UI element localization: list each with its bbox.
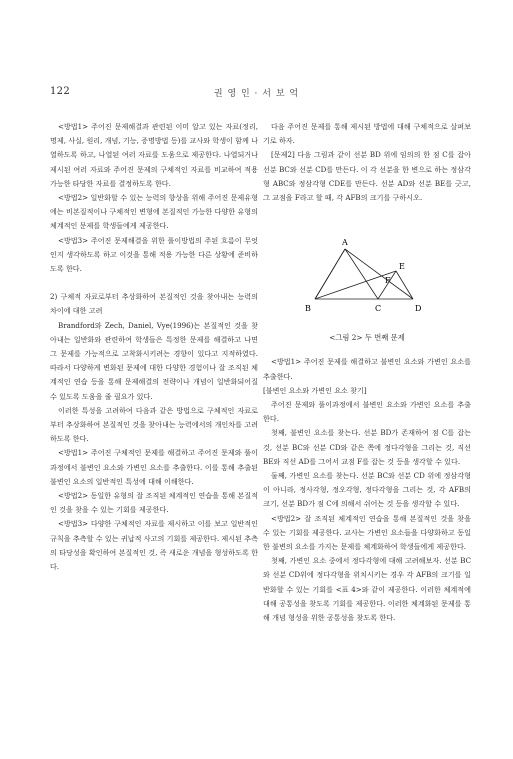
geometry-figure	[263, 213, 471, 325]
subheading: [불변인 요소와 가변인 요소 찾기]	[263, 385, 367, 395]
page-header	[0, 86, 513, 102]
segment-ed	[396, 271, 413, 299]
figure-2-diagram	[263, 213, 471, 325]
paragraph: Brandford와 Zech, Daniel, Vye(1996)는 본질적인 것을 찾아내는 일반화와 관련하여 학생들은 특정한 문제를 해결하고 나면 그 문제를 가능적으로 고착화시키려는 경향이 있다고 지적하였다. 따라서 다양하게 변화된 문제에 대한 다양한 경험이나 잘 조직된 체계적인 연습 등을 통해 문제해결의 전략이나 개념이 일반화되어질 수 있도록 도움을 줄 필요가 있다.	[50, 320, 258, 401]
segment-ad	[345, 249, 413, 299]
paragraph: <방법1> 주어진 문제해결과 관련된 이미 알고 있는 자료(정리, 명제, 사실, 원리, 개념, 기능, 증명방법 등)를 교사와 학생이 함께 나열하도록 하고, 나열된 여러 자료를 도움으로 제공한다. 나열되거나 제시된 여러 자료와 주어진 문제의 구체적인 자료를 비교하여 적용 가능한 타당한 자료를 결정하도록 한다.	[50, 122, 258, 188]
paragraph: 둘째, 가변인 요소를 찾는다. 선분 BC와 선분 CD 위에 정삼각형이 아니라, 정사각형, 정오각형, 정다각형을 그리는 것, 각 AFB의 크기, 선분 BD가 점 C에 의해서 쉬어는 것 등을 생각할 수 있다.	[263, 471, 471, 509]
left-column	[50, 120, 258, 574]
paragraph: 주어진 문제와 풀이과정에서 불변인 요소와 가변인 요소를 추출한다.	[263, 400, 471, 424]
paragraph: <방법2> 일반화할 수 있는 능력의 향상을 위해 주어진 문제유형에는 비본질적이나 구체적인 변형에 본질적인 가능한 다양한 유형의 체계적인 문제를 학생들에게 제공한다.	[50, 193, 258, 231]
label-f: F	[385, 276, 391, 286]
segment-be	[315, 271, 396, 299]
label-e: E	[399, 262, 405, 272]
segment-ac	[345, 249, 378, 299]
paragraph: 이러한 특성을 고려하여 다음과 같은 방법으로 구체적인 자료로부터 추상화하여 본질적인 것을 찾아내는 능력에서의 개인차를 고려하도록 한다.	[50, 405, 258, 444]
right-column	[263, 120, 471, 625]
label-b: B	[305, 304, 311, 314]
paragraph: <방법1> 주어진 구체적인 문제를 해결하고 주어진 문제와 풀이과정에서 불변인 요소와 가변인 요소를 추출한다. 이를 통해 추출된 불변인 요소의 일반적인 특성에 대해 이해한다.	[50, 448, 258, 486]
running-title: 권 영 인 · 서 보 억	[213, 89, 300, 99]
paragraph: <방법2> 잘 조직된 체계적인 연습을 통해 본질적인 것을 찾을 수 있는 기회를 제공한다. 교사는 가변인 요소들을 다양화하고 동일한 불변의 요소를 가지는 문제를 체계화하여 학생들에게 제공한다.	[263, 513, 471, 552]
paragraph: 다음 주어진 문제를 통해 제시된 방법에 대해 구체적으로 살펴보기로 하자.	[263, 122, 471, 146]
figure-caption: <그림 2> 두 번째 문제	[329, 333, 405, 343]
label-c: C	[375, 304, 382, 314]
problem-statement: [문제2] 다음 그림과 같이 선분 BD 위에 임의의 한 점 C를 잡아 선분 BC와 선분 CD를 만든다. 이 각 선분을 한 변으로 하는 정삼각형 ABC와 정삼각형 CDE를 만든다. 선분 AD와 선분 BE를 긋고, 그 교점을 F라고 할 때, 각 AFB의 크기를 구하시오.	[263, 150, 471, 203]
paragraph: <방법3> 주어진 문제해결을 위한 풀이방법의 주된 흐름이 무엇인지 생각하도록 하고 이것을 통해 적용 가능한 다른 상황에 준비하도록 한다.	[50, 235, 258, 274]
paragraph: <방법1> 주어진 문제를 해결하고 불변인 요소와 가변인 요소를 추출한다.	[263, 357, 471, 381]
segment-af	[315, 249, 345, 299]
paragraph: 첫째, 불변인 요소를 찾는다. 선분 BD가 존재하여 점 C를 잡는 것, 선분 BC와 선분 CD와 같은 쪽에 정다각형을 그리는 것, 직선 BE와 직선 AD를 그어서 교점 F를 잡는 것 등을 생각할 수 있다.	[263, 428, 471, 466]
paragraph: <방법3> 다양한 구체적인 자료를 제시하고 이를 보고 일반적인 규칙을 추측할 수 있는 귀납적 사고의 기회를 제공한다. 제시된 추측의 타당성을 확인하여 본질적인 것, 즉 새로운 개념을 형성하도록 한다.	[50, 519, 258, 572]
label-a: A	[342, 238, 348, 248]
label-d: D	[415, 304, 422, 314]
page-number: 122	[50, 86, 70, 97]
section-heading: 2) 구체적 자료로부터 추상화하여 본질적인 것을 찾아내는 능력의 차이에 대한 고려	[50, 292, 258, 316]
paragraph: 첫째, 가변인 요소 중에서 정다각형에 대해 고려해보자. 선분 BC와 선분 CD위에 정다각형을 위치시키는 경우 각 AFB의 크기를 일반화할 수 있는 기회를 <표 4>와 같이 제공한다. 이러한 체계적에 대해 공통성을 찾도록 기회를 제공한다. 이러한 체계화된 문제를 통해 개념 형성을 위한 공통성을 찾도록 한다.	[263, 556, 471, 623]
paragraph: <방법2> 동일한 유형의 잘 조직된 체계적인 연습을 통해 본질적인 것을 찾을 수 있는 기회를 제공한다.	[50, 491, 258, 515]
